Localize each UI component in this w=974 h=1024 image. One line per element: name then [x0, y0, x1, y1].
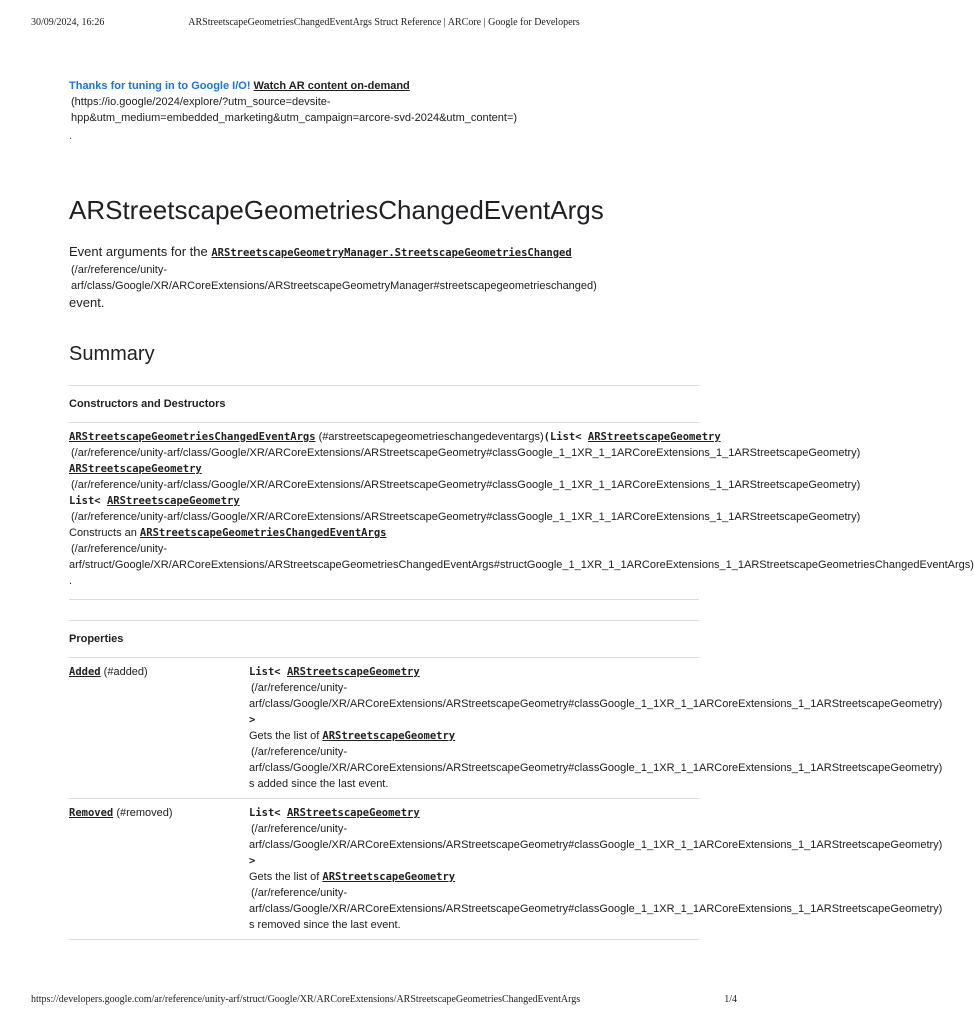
property-anchor: (#removed)	[116, 807, 173, 819]
print-footer	[0, 990, 768, 1010]
banner-url-line-1: (https://io.google/2024/explore/?utm_source=devsite-	[71, 96, 331, 108]
property-ref-1: (/ar/reference/unity-	[251, 823, 347, 835]
main-content	[69, 78, 974, 940]
summary-heading: Summary	[69, 343, 155, 365]
properties-table	[69, 657, 943, 940]
property-desc-cell	[249, 805, 942, 933]
constructors-title: Constructors and Destructors	[69, 398, 226, 410]
properties-section	[69, 620, 943, 940]
constructor-ref-1: (/ar/reference/unity-arf/class/Google/XR/ARCoreExtensions/ARStreetscapeGeometry#classGoogle_1_1XR_1_1ARCoreExtensions_1_1ARStreetscapeGeometry)	[71, 447, 861, 459]
property-desc-ref-1: (/ar/reference/unity-	[251, 746, 347, 758]
property-name-cell	[69, 664, 249, 792]
property-desc-link[interactable]: ARStreetscapeGeometry	[322, 730, 456, 742]
constructor-anchor: (#arstreetscapegeometrieschangedeventargs)	[318, 431, 544, 443]
constructor-desc-prefix: Constructs an	[69, 527, 140, 539]
constructor-entry	[69, 423, 974, 595]
property-type-close: >	[249, 714, 256, 726]
constructor-param-type-link[interactable]: ARStreetscapeGeometry	[587, 431, 721, 443]
print-datetime: 30/09/2024, 16:26	[31, 17, 105, 28]
intro-prefix: Event arguments for the	[69, 244, 212, 259]
constructors-section	[69, 385, 974, 600]
banner-url-line-2: hpp&utm_medium=embedded_marketing&utm_campaign=arcore-svd-2024&utm_content=)	[71, 112, 518, 124]
print-header	[0, 10, 768, 34]
property-desc-ref-2: arf/class/Google/XR/ARCoreExtensions/ARStreetscapeGeometry#classGoogle_1_1XR_1_1ARCoreExtensions_1_1ARStreetscapeGeometry)	[249, 903, 943, 915]
constructor-sig-open: (List<	[543, 431, 588, 443]
page-title: ARStreetscapeGeometriesChangedEventArgs	[69, 195, 604, 225]
constructor-desc-end: .	[69, 575, 73, 587]
io-banner	[69, 78, 699, 144]
property-ref-1: (/ar/reference/unity-	[251, 682, 347, 694]
property-removed-link[interactable]: Removed	[69, 807, 114, 819]
constructor-signature-line	[69, 429, 721, 445]
constructor-list-prefix: List<	[69, 495, 107, 507]
property-desc-cell	[249, 664, 942, 792]
property-desc-link[interactable]: ARStreetscapeGeometry	[322, 871, 456, 883]
constructor-desc-link[interactable]: ARStreetscapeGeometriesChangedEventArgs	[139, 527, 387, 539]
banner-trailing-dot: .	[69, 130, 73, 142]
property-added-link[interactable]: Added	[69, 666, 101, 678]
property-type-prefix: List<	[249, 807, 287, 819]
intro-suffix: event.	[69, 295, 105, 310]
print-footer-url: https://developers.google.com/ar/reference/unity-arf/struct/Google/XR/ARCoreExtensions/ARStreetscapeGeometriesChangedEventArgs	[31, 994, 581, 1005]
property-desc-prefix: Gets the list of	[249, 730, 323, 742]
constructor-desc-ref-1: (/ar/reference/unity-	[71, 543, 167, 555]
intro-paragraph	[69, 243, 699, 311]
constructor-ref-3: (/ar/reference/unity-arf/class/Google/XR/ARCoreExtensions/ARStreetscapeGeometry#classGoogle_1_1XR_1_1ARCoreExtensions_1_1ARStreetscapeGeometry)	[71, 511, 861, 523]
intro-url-line-2: arf/class/Google/XR/ARCoreExtensions/ARStreetscapeGeometryManager#streetscapegeometrieschanged)	[71, 280, 597, 292]
constructors-bottom-divider	[69, 599, 699, 600]
property-desc-prefix: Gets the list of	[249, 871, 323, 883]
property-anchor: (#added)	[103, 666, 148, 678]
properties-title: Properties	[69, 633, 124, 645]
property-row-added	[69, 658, 943, 799]
property-desc-suffix: s added since the last event.	[249, 778, 389, 790]
constructor-ref-2: (/ar/reference/unity-arf/class/Google/XR/ARCoreExtensions/ARStreetscapeGeometry#classGoogle_1_1XR_1_1ARCoreExtensions_1_1ARStreetscapeGeometry)	[71, 479, 861, 491]
property-type-link[interactable]: ARStreetscapeGeometry	[286, 666, 420, 678]
property-desc-ref-1: (/ar/reference/unity-	[251, 887, 347, 899]
constructor-name-link[interactable]: ARStreetscapeGeometriesChangedEventArgs	[69, 431, 316, 443]
intro-url-line-1: (/ar/reference/unity-	[71, 264, 167, 276]
streetscape-geometries-changed-link[interactable]: ARStreetscapeGeometryManager.StreetscapeGeometriesChanged	[211, 247, 572, 259]
constructor-type-2-link[interactable]: ARStreetscapeGeometry	[69, 463, 202, 475]
property-desc-ref-2: arf/class/Google/XR/ARCoreExtensions/ARStreetscapeGeometry#classGoogle_1_1XR_1_1ARCoreExtensions_1_1ARStreetscapeGeometry)	[249, 762, 943, 774]
constructor-desc-ref-2: arf/struct/Google/XR/ARCoreExtensions/ARStreetscapeGeometriesChangedEventArgs#structGoogle_1_1XR_1_1ARCoreExtensions_1_1ARStreetscapeGeometriesChangedEventArgs)	[69, 559, 974, 571]
property-type-prefix: List<	[249, 666, 287, 678]
property-name-cell	[69, 805, 249, 933]
constructor-type-3-link[interactable]: ARStreetscapeGeometry	[106, 495, 240, 507]
property-ref-2: arf/class/Google/XR/ARCoreExtensions/ARStreetscapeGeometry#classGoogle_1_1XR_1_1ARCoreExtensions_1_1ARStreetscapeGeometry)	[249, 839, 943, 851]
banner-thanks-text: Thanks for tuning in to Google I/O!	[69, 80, 251, 92]
property-row-removed	[69, 799, 943, 940]
property-desc-suffix: s removed since the last event.	[249, 919, 401, 931]
property-type-close: >	[249, 855, 256, 867]
print-page-title: ARStreetscapeGeometriesChangedEventArgs Struct Reference | ARCore | Google for Developers	[188, 17, 580, 28]
property-type-link[interactable]: ARStreetscapeGeometry	[286, 807, 420, 819]
watch-ar-content-link[interactable]: Watch AR content on-demand	[253, 80, 410, 92]
print-page-number: 1/4	[724, 994, 737, 1005]
property-ref-2: arf/class/Google/XR/ARCoreExtensions/ARStreetscapeGeometry#classGoogle_1_1XR_1_1ARCoreExtensions_1_1ARStreetscapeGeometry)	[249, 698, 943, 710]
